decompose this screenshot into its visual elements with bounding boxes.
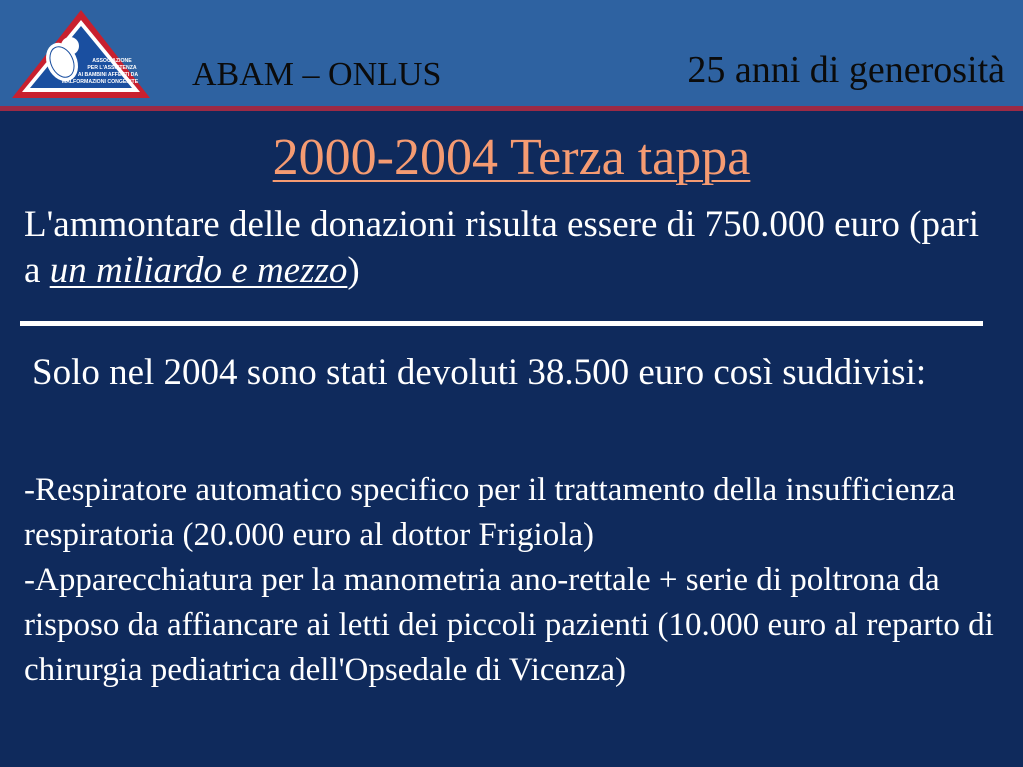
organization-name: ABAM – ONLUS — [192, 56, 442, 93]
logo-text-3: AI BAMBINI AFFETTI DA — [77, 72, 139, 78]
header-tagline: 25 anni di generosità — [687, 49, 1005, 91]
intro-closing: ) — [347, 250, 360, 291]
intro-emphasis: un miliardo e mezzo — [49, 250, 348, 291]
donation-list — [24, 468, 999, 693]
header-band — [0, 0, 1023, 106]
abam-logo — [8, 6, 154, 102]
logo-text-1: ASSOCIAZIONE — [92, 58, 132, 64]
logo-text-4: MALFORMAZIONI CONGENITE — [61, 79, 139, 85]
section-divider — [20, 321, 983, 326]
logo-text-2: PER L'ASSISTENZA — [87, 65, 137, 71]
intro-paragraph — [24, 202, 984, 294]
list-item: -Respiratore automatico specifico per il trattamento della insufficienza respiratoria (20.000 euro al dottor Frigiola) — [24, 472, 956, 553]
slide-title: 2000-2004 Terza tappa — [272, 129, 751, 186]
donation-summary: Solo nel 2004 sono stati devoluti 38.500 euro così suddivisi: — [32, 352, 927, 393]
intro-text: L'ammontare delle donazioni risulta essere di 750.000 euro (pari a — [24, 204, 979, 291]
list-item: -Apparecchiatura per la manometria ano-rettale + serie di poltrona da risposo da affiancare ai letti dei piccoli pazienti (10.000 euro al reparto di chirurgia pediatrica dell'Opsedale di Vicenza) — [24, 562, 994, 688]
header-divider — [0, 106, 1023, 111]
